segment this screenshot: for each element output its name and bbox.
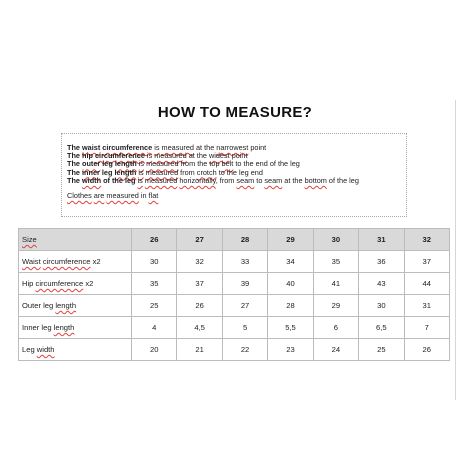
table-cell: 26 [177, 295, 222, 317]
table-cell: 35 [132, 273, 177, 295]
table-cell: 5,5 [268, 317, 313, 339]
table-cell: 23 [268, 339, 313, 361]
table-cell: 28 [268, 295, 313, 317]
size-header-label: Size [19, 229, 132, 251]
size-header-cell: 28 [222, 229, 267, 251]
row-label-outer-leg: Outer leg length [19, 295, 132, 317]
table-cell: 37 [404, 251, 449, 273]
table-cell: 39 [222, 273, 267, 295]
table-cell: 41 [313, 273, 358, 295]
table-row [19, 339, 450, 361]
instruction-line-hip: The hip circumference is measured at the widest point [67, 151, 248, 161]
table-cell: 35 [313, 251, 358, 273]
table-cell: 6 [313, 317, 358, 339]
table-cell: 25 [359, 339, 404, 361]
size-header-cell: 30 [313, 229, 358, 251]
table-cell: 24 [313, 339, 358, 361]
table-row [19, 317, 450, 339]
table-cell: 33 [222, 251, 267, 273]
row-label-leg-width: Leg width [19, 339, 132, 361]
instruction-line-leg-width: The width of the leg is measured horizontally, from seam to seam at the bottom of the leg [67, 175, 359, 185]
size-header-cell: 29 [268, 229, 313, 251]
table-cell: 27 [222, 295, 267, 317]
page-title: HOW TO MEASURE? [157, 104, 313, 121]
table-cell: 30 [359, 295, 404, 317]
table-cell: 4 [132, 317, 177, 339]
instruction-line-inner-leg: The inner leg length is measured from crotch to the leg end [67, 167, 263, 177]
table-cell: 37 [177, 273, 222, 295]
table-cell: 20 [132, 339, 177, 361]
table-cell: 36 [359, 251, 404, 273]
size-header-cell: 26 [132, 229, 177, 251]
size-header-cell: 32 [404, 229, 449, 251]
table-cell: 4,5 [177, 317, 222, 339]
table-cell: 31 [404, 295, 449, 317]
table-cell: 29 [313, 295, 358, 317]
table-cell: 32 [177, 251, 222, 273]
table-cell: 26 [404, 339, 449, 361]
size-chart-table [18, 228, 450, 361]
table-cell: 30 [132, 251, 177, 273]
table-cell: 6,5 [359, 317, 404, 339]
table-cell: 43 [359, 273, 404, 295]
size-header-cell: 27 [177, 229, 222, 251]
size-header-row [19, 229, 450, 251]
instruction-line-waist: The waist circumference is measured at the narrowest point [67, 143, 267, 152]
row-label-waist: Waist circumference x2 [19, 251, 132, 273]
instruction-line-outer-leg: The outer leg length is measured from the top belt to the end of the leg [67, 159, 300, 169]
table-row [19, 273, 450, 295]
measurement-instructions-box [61, 133, 407, 217]
table-cell: 5 [222, 317, 267, 339]
page-divider [455, 100, 456, 400]
row-label-inner-leg: Inner leg length [19, 317, 132, 339]
flat-measure-note: Clothes are measured in flat [67, 191, 159, 201]
table-cell: 25 [132, 295, 177, 317]
table-row [19, 251, 450, 273]
row-label-hip: Hip circumference x2 [19, 273, 132, 295]
table-cell: 7 [404, 317, 449, 339]
table-cell: 44 [404, 273, 449, 295]
size-header-cell: 31 [359, 229, 404, 251]
table-cell: 21 [177, 339, 222, 361]
table-row [19, 295, 450, 317]
table-cell: 34 [268, 251, 313, 273]
table-cell: 22 [222, 339, 267, 361]
table-cell: 40 [268, 273, 313, 295]
